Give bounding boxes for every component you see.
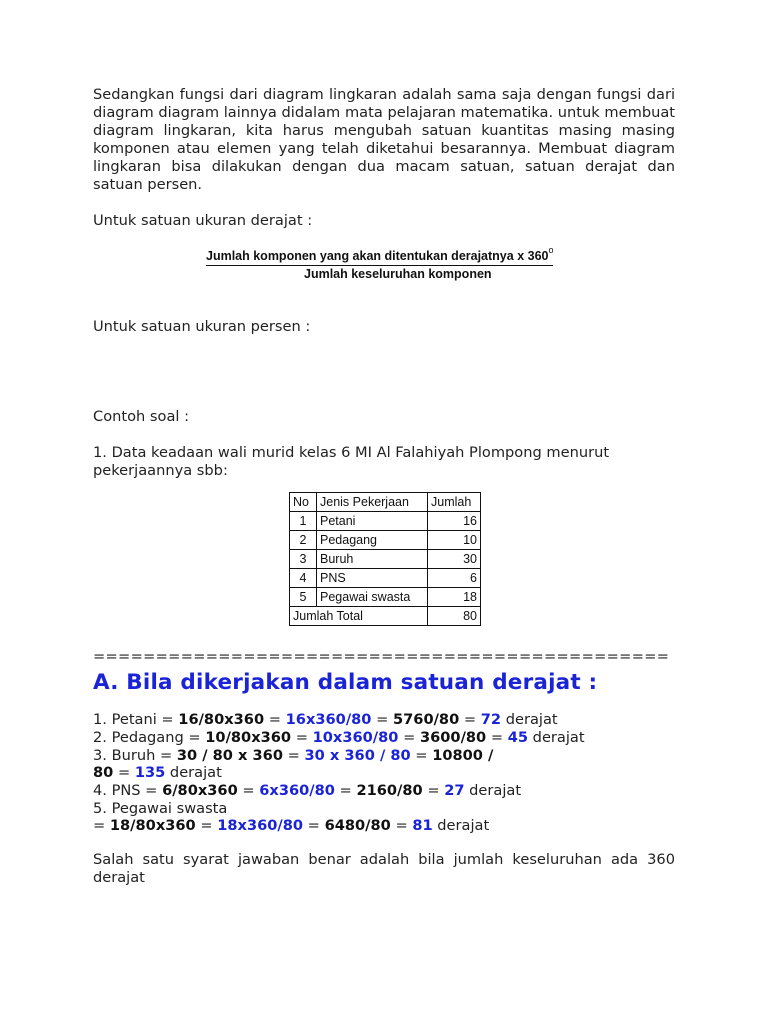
header-jumlah: Jumlah <box>428 493 481 512</box>
calc-line-pedagang: 2. Pedagang = 10/80x360 = 10x360/80 = 3600/80 = 45 derajat <box>93 728 585 746</box>
section-heading: A. Bila dikerjakan dalam satuan derajat : <box>93 670 598 696</box>
derajat-label: Untuk satuan ukuran derajat : <box>93 212 313 229</box>
table-row <box>290 569 481 588</box>
cell-jumlah: 10 <box>428 531 481 550</box>
closing-text: Salah satu syarat jawaban benar adalah bila jumlah keseluruhan ada 360 derajat <box>93 851 675 887</box>
cell-jenis: Buruh <box>317 550 428 569</box>
cell-jenis: Petani <box>317 512 428 531</box>
intro-paragraph: Sedangkan fungsi dari diagram lingkaran adalah sama saja dengan fungsi dari diagram diagram lainnya didalam mata pelajaran matematika. untuk membuat diagram lingkaran, kita harus mengubah satuan kuantitas masing masing komponen atau elemen yang telah diketahui besarannya. Membuat diagram lingkaran bisa dilakukan dengan dua macam satuan, satuan derajat dan satuan persen. <box>93 86 675 193</box>
table-header-row <box>290 493 481 512</box>
degree-formula <box>206 244 563 282</box>
cell-jumlah: 18 <box>428 588 481 607</box>
problem-text: 1. Data keadaan wali murid kelas 6 MI Al Falahiyah Plompong menurut pekerjaannya sbb: <box>93 444 610 480</box>
calc-line-pns: 4. PNS = 6/80x360 = 6x360/80 = 2160/80 = 27 derajat <box>93 781 522 799</box>
calc-line-buruh: 3. Buruh = 30 / 80 x 360 = 30 x 360 / 80 = 10800 / <box>93 746 494 764</box>
separator-line: ============================================== <box>93 648 670 666</box>
header-jenis: Jenis Pekerjaan <box>317 493 428 512</box>
degree-symbol: o <box>548 245 554 255</box>
contoh-label: Contoh soal : <box>93 408 189 426</box>
calc-line-pegawai-cont: = 18/80x360 = 18x360/80 = 6480/80 = 81 derajat <box>93 817 490 835</box>
table-row <box>290 531 481 550</box>
table-row <box>290 588 481 607</box>
cell-no: 3 <box>290 550 317 569</box>
cell-no: 5 <box>290 588 317 607</box>
cell-no: 4 <box>290 569 317 588</box>
persen-label: Untuk satuan ukuran persen : <box>93 318 311 336</box>
cell-jenis: PNS <box>317 569 428 588</box>
cell-no: 1 <box>290 512 317 531</box>
calc-line-pegawai: 5. Pegawai swasta <box>93 799 228 817</box>
total-label: Jumlah Total <box>290 607 428 626</box>
cell-jumlah: 30 <box>428 550 481 569</box>
calc-line-petani: 1. Petani = 16/80x360 = 16x360/80 = 5760/80 = 72 derajat <box>93 711 558 729</box>
table-total-row <box>290 607 481 626</box>
cell-jenis: Pegawai swasta <box>317 588 428 607</box>
total-value: 80 <box>428 607 481 626</box>
cell-jenis: Pedagang <box>317 531 428 550</box>
document-page <box>93 86 675 887</box>
table-row <box>290 512 481 531</box>
cell-jumlah: 6 <box>428 569 481 588</box>
cell-no: 2 <box>290 531 317 550</box>
calculation-list <box>93 711 675 835</box>
formula-denominator: Jumlah keseluruhan komponen <box>304 267 492 282</box>
formula-numerator: Jumlah komponen yang akan ditentukan derajatnya x 360$^o$ <box>206 244 553 266</box>
table-row <box>290 550 481 569</box>
calc-line-buruh-cont: 80 = 135 derajat <box>93 764 222 782</box>
header-no: No <box>290 493 317 512</box>
occupation-table <box>289 492 481 626</box>
cell-jumlah: 16 <box>428 512 481 531</box>
